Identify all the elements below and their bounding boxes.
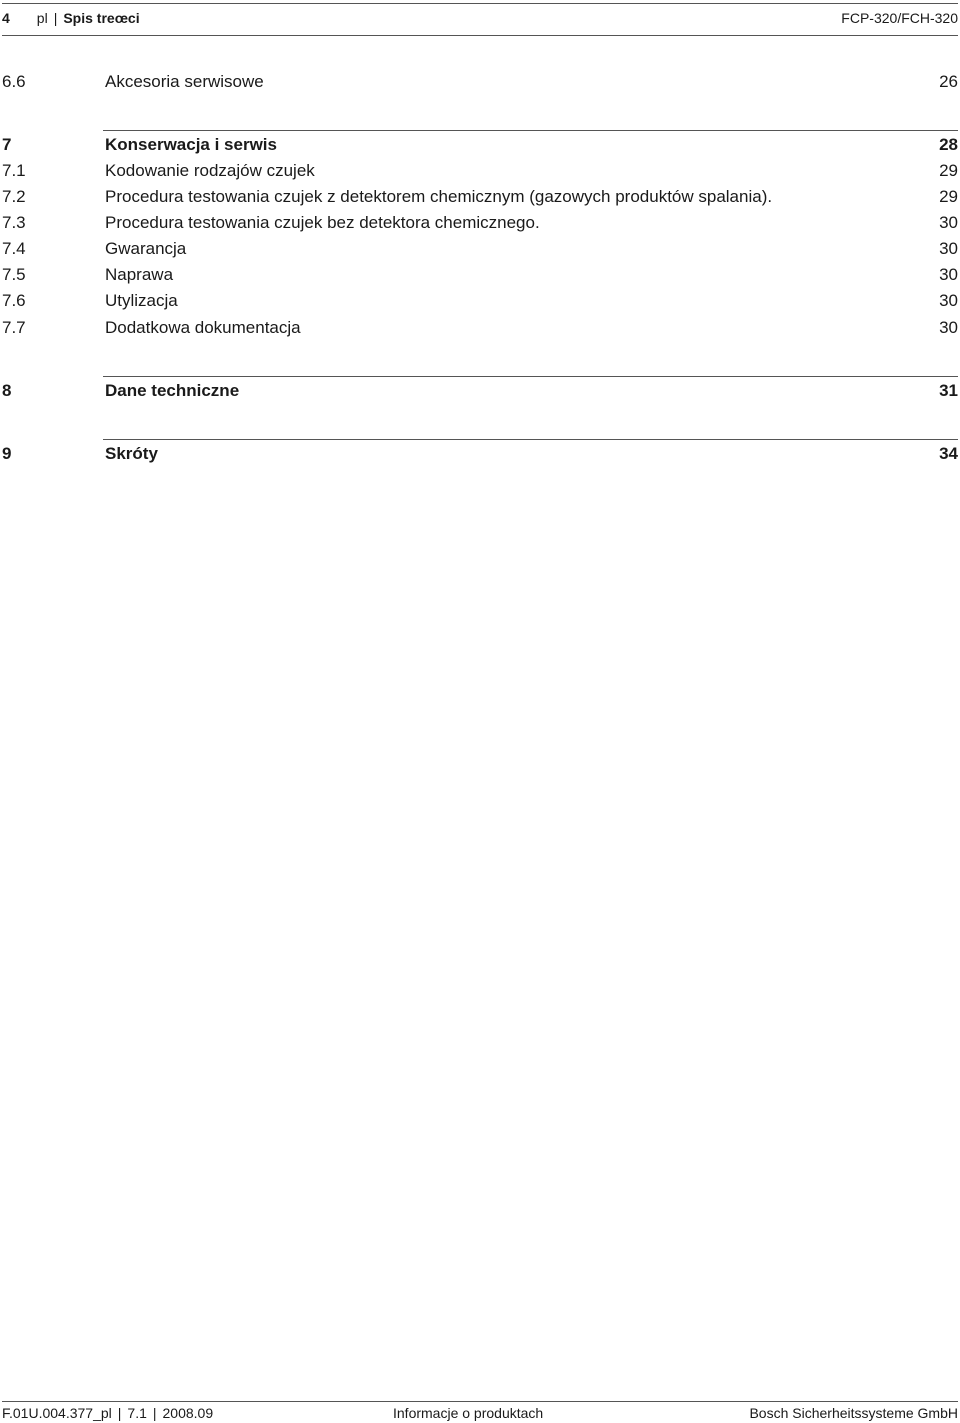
toc-chapter[interactable] [2, 379, 958, 403]
toc-entry[interactable] [2, 237, 958, 261]
footer-version: 7.1 [127, 1405, 147, 1421]
chapter-rule [103, 439, 958, 440]
toc-chapter-title[interactable]: Dane techniczne [105, 381, 240, 400]
toc-entry-number: 7.2 [2, 187, 26, 206]
toc-entry-title[interactable]: Utylizacja [105, 291, 178, 310]
toc-entry-number: 7.3 [2, 213, 26, 232]
header-product: FCP-320/FCH-320 [841, 10, 958, 26]
toc-chapter[interactable] [2, 133, 958, 157]
chapter-rule [103, 376, 958, 377]
footer-company: Bosch Sicherheitssysteme GmbH [749, 1405, 958, 1421]
toc-entry[interactable] [2, 316, 958, 340]
toc-chapter-page: 34 [939, 444, 958, 463]
toc-entry-title[interactable]: Gwarancja [105, 239, 187, 258]
header-section: Spis treœci [63, 10, 140, 26]
toc-chapter[interactable] [2, 442, 958, 466]
toc-entry[interactable] [2, 185, 958, 209]
toc-entry-number: 7.4 [2, 239, 26, 258]
toc-entry-title[interactable]: Akcesoria serwisowe [105, 72, 264, 91]
page-footer [2, 1403, 958, 1423]
toc-entry-number: 7.6 [2, 291, 26, 310]
toc-entry-title[interactable]: Procedura testowania czujek z detektorem chemicznym (gazowych produktów spalania). [105, 187, 773, 206]
toc-entry-page: 29 [939, 187, 958, 206]
header-left [2, 8, 140, 28]
header-page-number: 4 [2, 10, 10, 26]
toc-entry-page: 26 [939, 72, 958, 91]
page-header [2, 8, 958, 28]
toc-entry-title[interactable]: Dodatkowa dokumentacja [105, 318, 301, 337]
toc-chapter-number: 7 [2, 135, 12, 154]
toc-entry-page: 30 [939, 239, 958, 258]
footer-separator: | [152, 1405, 157, 1421]
toc-entry-title[interactable]: Naprawa [105, 265, 174, 284]
toc-entry-page: 30 [939, 318, 958, 337]
header-separator: | [53, 10, 58, 26]
footer-center: Informacje o produktach [393, 1405, 544, 1421]
toc-entry[interactable] [2, 211, 958, 235]
toc-entry-title[interactable]: Procedura testowania czujek bez detektora chemicznego. [105, 213, 540, 232]
toc-chapter-page: 28 [939, 135, 958, 154]
toc-chapter-page: 31 [939, 381, 958, 400]
footer-separator: | [117, 1405, 122, 1421]
footer-date: 2008.09 [162, 1405, 214, 1421]
toc-entry[interactable] [2, 289, 958, 313]
footer-doc-code: F.01U.004.377_pl [2, 1405, 112, 1421]
toc-entry[interactable] [2, 159, 958, 183]
toc-chapter-number: 9 [2, 444, 12, 463]
toc-entry[interactable] [2, 263, 958, 287]
chapter-rule [103, 130, 958, 131]
toc-entry[interactable] [2, 70, 958, 94]
footer-left [2, 1403, 213, 1423]
toc-chapter-title[interactable]: Konserwacja i serwis [105, 135, 277, 154]
header-bottom-rule [2, 35, 958, 36]
toc-entry-number: 7.5 [2, 265, 26, 284]
header-language: pl [36, 10, 48, 26]
toc-entry-page: 30 [939, 265, 958, 284]
toc-entry-number: 6.6 [2, 72, 26, 91]
toc-chapter-number: 8 [2, 381, 12, 400]
toc-entry-page: 30 [939, 213, 958, 232]
toc-entry-page: 30 [939, 291, 958, 310]
toc-entry-number: 7.7 [2, 318, 26, 337]
header-top-rule [2, 3, 958, 4]
footer-rule [2, 1401, 958, 1402]
toc-entry-title[interactable]: Kodowanie rodzajów czujek [105, 161, 315, 180]
toc-entry-page: 29 [939, 161, 958, 180]
toc-chapter-title[interactable]: Skróty [105, 444, 158, 463]
toc-entry-number: 7.1 [2, 161, 26, 180]
